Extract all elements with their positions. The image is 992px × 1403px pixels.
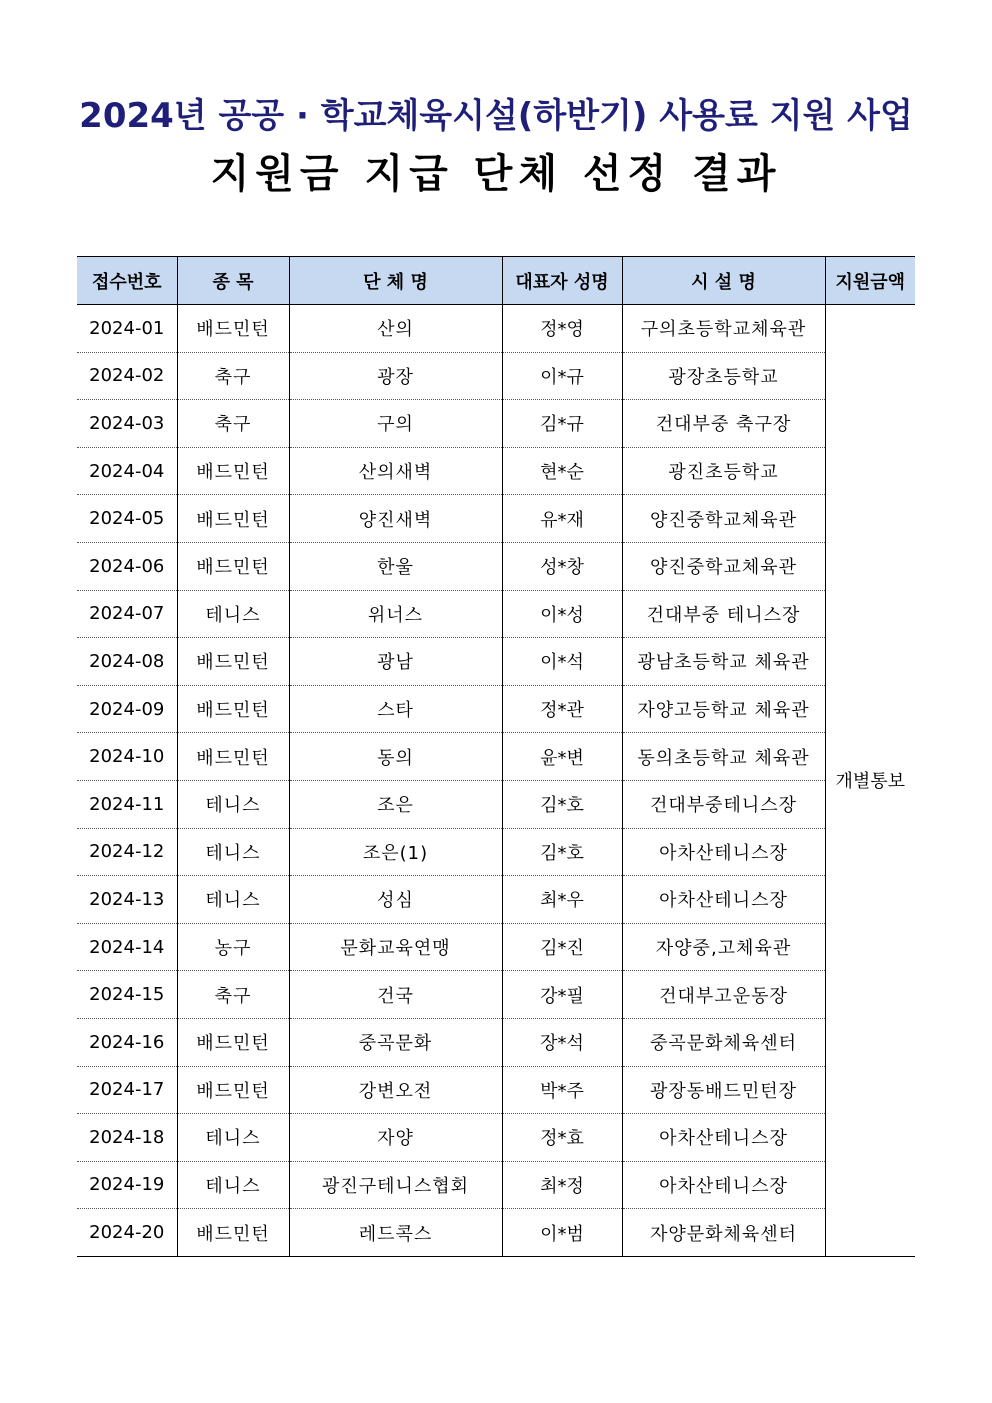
cell-receipt-number: 2024-02	[77, 352, 177, 400]
cell-facility: 건대부고운동장	[622, 971, 825, 1019]
table-row	[77, 590, 915, 638]
cell-representative: 강*필	[502, 971, 622, 1019]
cell-representative: 장*석	[502, 1018, 622, 1066]
cell-representative: 정*영	[502, 305, 622, 353]
header-sport: 종 목	[177, 257, 289, 305]
cell-receipt-number: 2024-12	[77, 828, 177, 876]
cell-receipt-number: 2024-13	[77, 876, 177, 924]
cell-group-name: 문화교육연맹	[289, 923, 502, 971]
cell-receipt-number: 2024-01	[77, 305, 177, 353]
cell-representative: 유*재	[502, 495, 622, 543]
table-row	[77, 400, 915, 448]
cell-representative: 윤*변	[502, 733, 622, 781]
cell-sport: 축구	[177, 400, 289, 448]
cell-sport: 테니스	[177, 1114, 289, 1162]
cell-group-name: 광남	[289, 638, 502, 686]
cell-representative: 김*진	[502, 923, 622, 971]
cell-receipt-number: 2024-07	[77, 590, 177, 638]
table-row	[77, 495, 915, 543]
cell-representative: 박*주	[502, 1066, 622, 1114]
cell-sport: 배드민턴	[177, 638, 289, 686]
table-row	[77, 828, 915, 876]
table-row	[77, 447, 915, 495]
cell-facility: 아차산테니스장	[622, 828, 825, 876]
cell-receipt-number: 2024-19	[77, 1161, 177, 1209]
cell-representative: 최*정	[502, 1161, 622, 1209]
cell-facility: 구의초등학교체육관	[622, 305, 825, 353]
cell-sport: 배드민턴	[177, 305, 289, 353]
table-row	[77, 923, 915, 971]
cell-group-name: 강변오전	[289, 1066, 502, 1114]
cell-group-name: 중곡문화	[289, 1018, 502, 1066]
cell-facility: 아차산테니스장	[622, 1114, 825, 1162]
cell-representative: 정*효	[502, 1114, 622, 1162]
cell-group-name: 광진구테니스협회	[289, 1161, 502, 1209]
cell-group-name: 레드콕스	[289, 1209, 502, 1257]
cell-facility: 아차산테니스장	[622, 876, 825, 924]
cell-sport: 배드민턴	[177, 1066, 289, 1114]
cell-facility: 건대부중테니스장	[622, 780, 825, 828]
cell-sport: 배드민턴	[177, 447, 289, 495]
table-row	[77, 352, 915, 400]
cell-receipt-number: 2024-16	[77, 1018, 177, 1066]
cell-sport: 테니스	[177, 828, 289, 876]
cell-group-name: 구의	[289, 400, 502, 448]
cell-receipt-number: 2024-14	[77, 923, 177, 971]
cell-sport: 배드민턴	[177, 495, 289, 543]
cell-facility: 아차산테니스장	[622, 1161, 825, 1209]
cell-group-name: 조은(1)	[289, 828, 502, 876]
table-row	[77, 1209, 915, 1257]
header-amount: 지원금액	[825, 257, 915, 305]
header-group-name: 단 체 명	[289, 257, 502, 305]
cell-group-name: 스타	[289, 685, 502, 733]
cell-group-name: 산의새벽	[289, 447, 502, 495]
cell-sport: 배드민턴	[177, 685, 289, 733]
cell-group-name: 성심	[289, 876, 502, 924]
table-row	[77, 1018, 915, 1066]
cell-sport: 축구	[177, 971, 289, 1019]
cell-representative: 이*석	[502, 638, 622, 686]
cell-representative: 최*우	[502, 876, 622, 924]
cell-receipt-number: 2024-10	[77, 733, 177, 781]
cell-facility: 자양고등학교 체육관	[622, 685, 825, 733]
cell-receipt-number: 2024-20	[77, 1209, 177, 1257]
page-subtitle: 지원금 지급 단체 선정 결과	[210, 151, 782, 197]
cell-facility: 자양중,고체육관	[622, 923, 825, 971]
cell-receipt-number: 2024-05	[77, 495, 177, 543]
header-receipt-number: 접수번호	[77, 257, 177, 305]
cell-facility: 건대부중 테니스장	[622, 590, 825, 638]
cell-receipt-number: 2024-15	[77, 971, 177, 1019]
cell-sport: 축구	[177, 352, 289, 400]
cell-facility: 양진중학교체육관	[622, 495, 825, 543]
cell-sport: 배드민턴	[177, 733, 289, 781]
cell-facility: 동의초등학교 체육관	[622, 733, 825, 781]
table-row	[77, 733, 915, 781]
cell-sport: 테니스	[177, 876, 289, 924]
cell-group-name: 위너스	[289, 590, 502, 638]
table-row	[77, 971, 915, 1019]
cell-group-name: 양진새벽	[289, 495, 502, 543]
cell-receipt-number: 2024-06	[77, 542, 177, 590]
cell-representative: 김*규	[502, 400, 622, 448]
cell-sport: 테니스	[177, 780, 289, 828]
table-row	[77, 638, 915, 686]
cell-sport: 테니스	[177, 1161, 289, 1209]
table-header-row	[77, 257, 915, 305]
cell-receipt-number: 2024-04	[77, 447, 177, 495]
cell-group-name: 조은	[289, 780, 502, 828]
cell-receipt-number: 2024-09	[77, 685, 177, 733]
page-title: 2024년 공공 · 학교체육시설(하반기) 사용료 지원 사업	[79, 96, 913, 136]
cell-receipt-number: 2024-11	[77, 780, 177, 828]
cell-representative: 정*관	[502, 685, 622, 733]
cell-group-name: 동의	[289, 733, 502, 781]
table-row	[77, 876, 915, 924]
cell-facility: 자양문화체육센터	[622, 1209, 825, 1257]
table-row	[77, 542, 915, 590]
cell-amount-note: 개별통보	[825, 305, 915, 1257]
cell-sport: 배드민턴	[177, 1209, 289, 1257]
cell-sport: 테니스	[177, 590, 289, 638]
cell-sport: 배드민턴	[177, 542, 289, 590]
cell-group-name: 건국	[289, 971, 502, 1019]
cell-facility: 중곡문화체육센터	[622, 1018, 825, 1066]
cell-facility: 광진초등학교	[622, 447, 825, 495]
cell-representative: 현*순	[502, 447, 622, 495]
cell-representative: 김*호	[502, 780, 622, 828]
table-row	[77, 1066, 915, 1114]
header-representative: 대표자 성명	[502, 257, 622, 305]
cell-sport: 배드민턴	[177, 1018, 289, 1066]
selection-results-table	[77, 256, 915, 1257]
cell-representative: 이*규	[502, 352, 622, 400]
cell-group-name: 산의	[289, 305, 502, 353]
cell-representative: 성*창	[502, 542, 622, 590]
cell-representative: 이*성	[502, 590, 622, 638]
cell-receipt-number: 2024-18	[77, 1114, 177, 1162]
cell-facility: 광장동배드민턴장	[622, 1066, 825, 1114]
cell-group-name: 광장	[289, 352, 502, 400]
cell-receipt-number: 2024-17	[77, 1066, 177, 1114]
cell-facility: 양진중학교체육관	[622, 542, 825, 590]
cell-facility: 광남초등학교 체육관	[622, 638, 825, 686]
table-row	[77, 685, 915, 733]
cell-representative: 김*호	[502, 828, 622, 876]
cell-facility: 광장초등학교	[622, 352, 825, 400]
table-row	[77, 1114, 915, 1162]
header-facility: 시 설 명	[622, 257, 825, 305]
cell-group-name: 자양	[289, 1114, 502, 1162]
cell-receipt-number: 2024-03	[77, 400, 177, 448]
table-row	[77, 1161, 915, 1209]
cell-receipt-number: 2024-08	[77, 638, 177, 686]
cell-group-name: 한울	[289, 542, 502, 590]
table-row	[77, 305, 915, 353]
cell-sport: 농구	[177, 923, 289, 971]
cell-facility: 건대부중 축구장	[622, 400, 825, 448]
cell-representative: 이*범	[502, 1209, 622, 1257]
table-row	[77, 780, 915, 828]
